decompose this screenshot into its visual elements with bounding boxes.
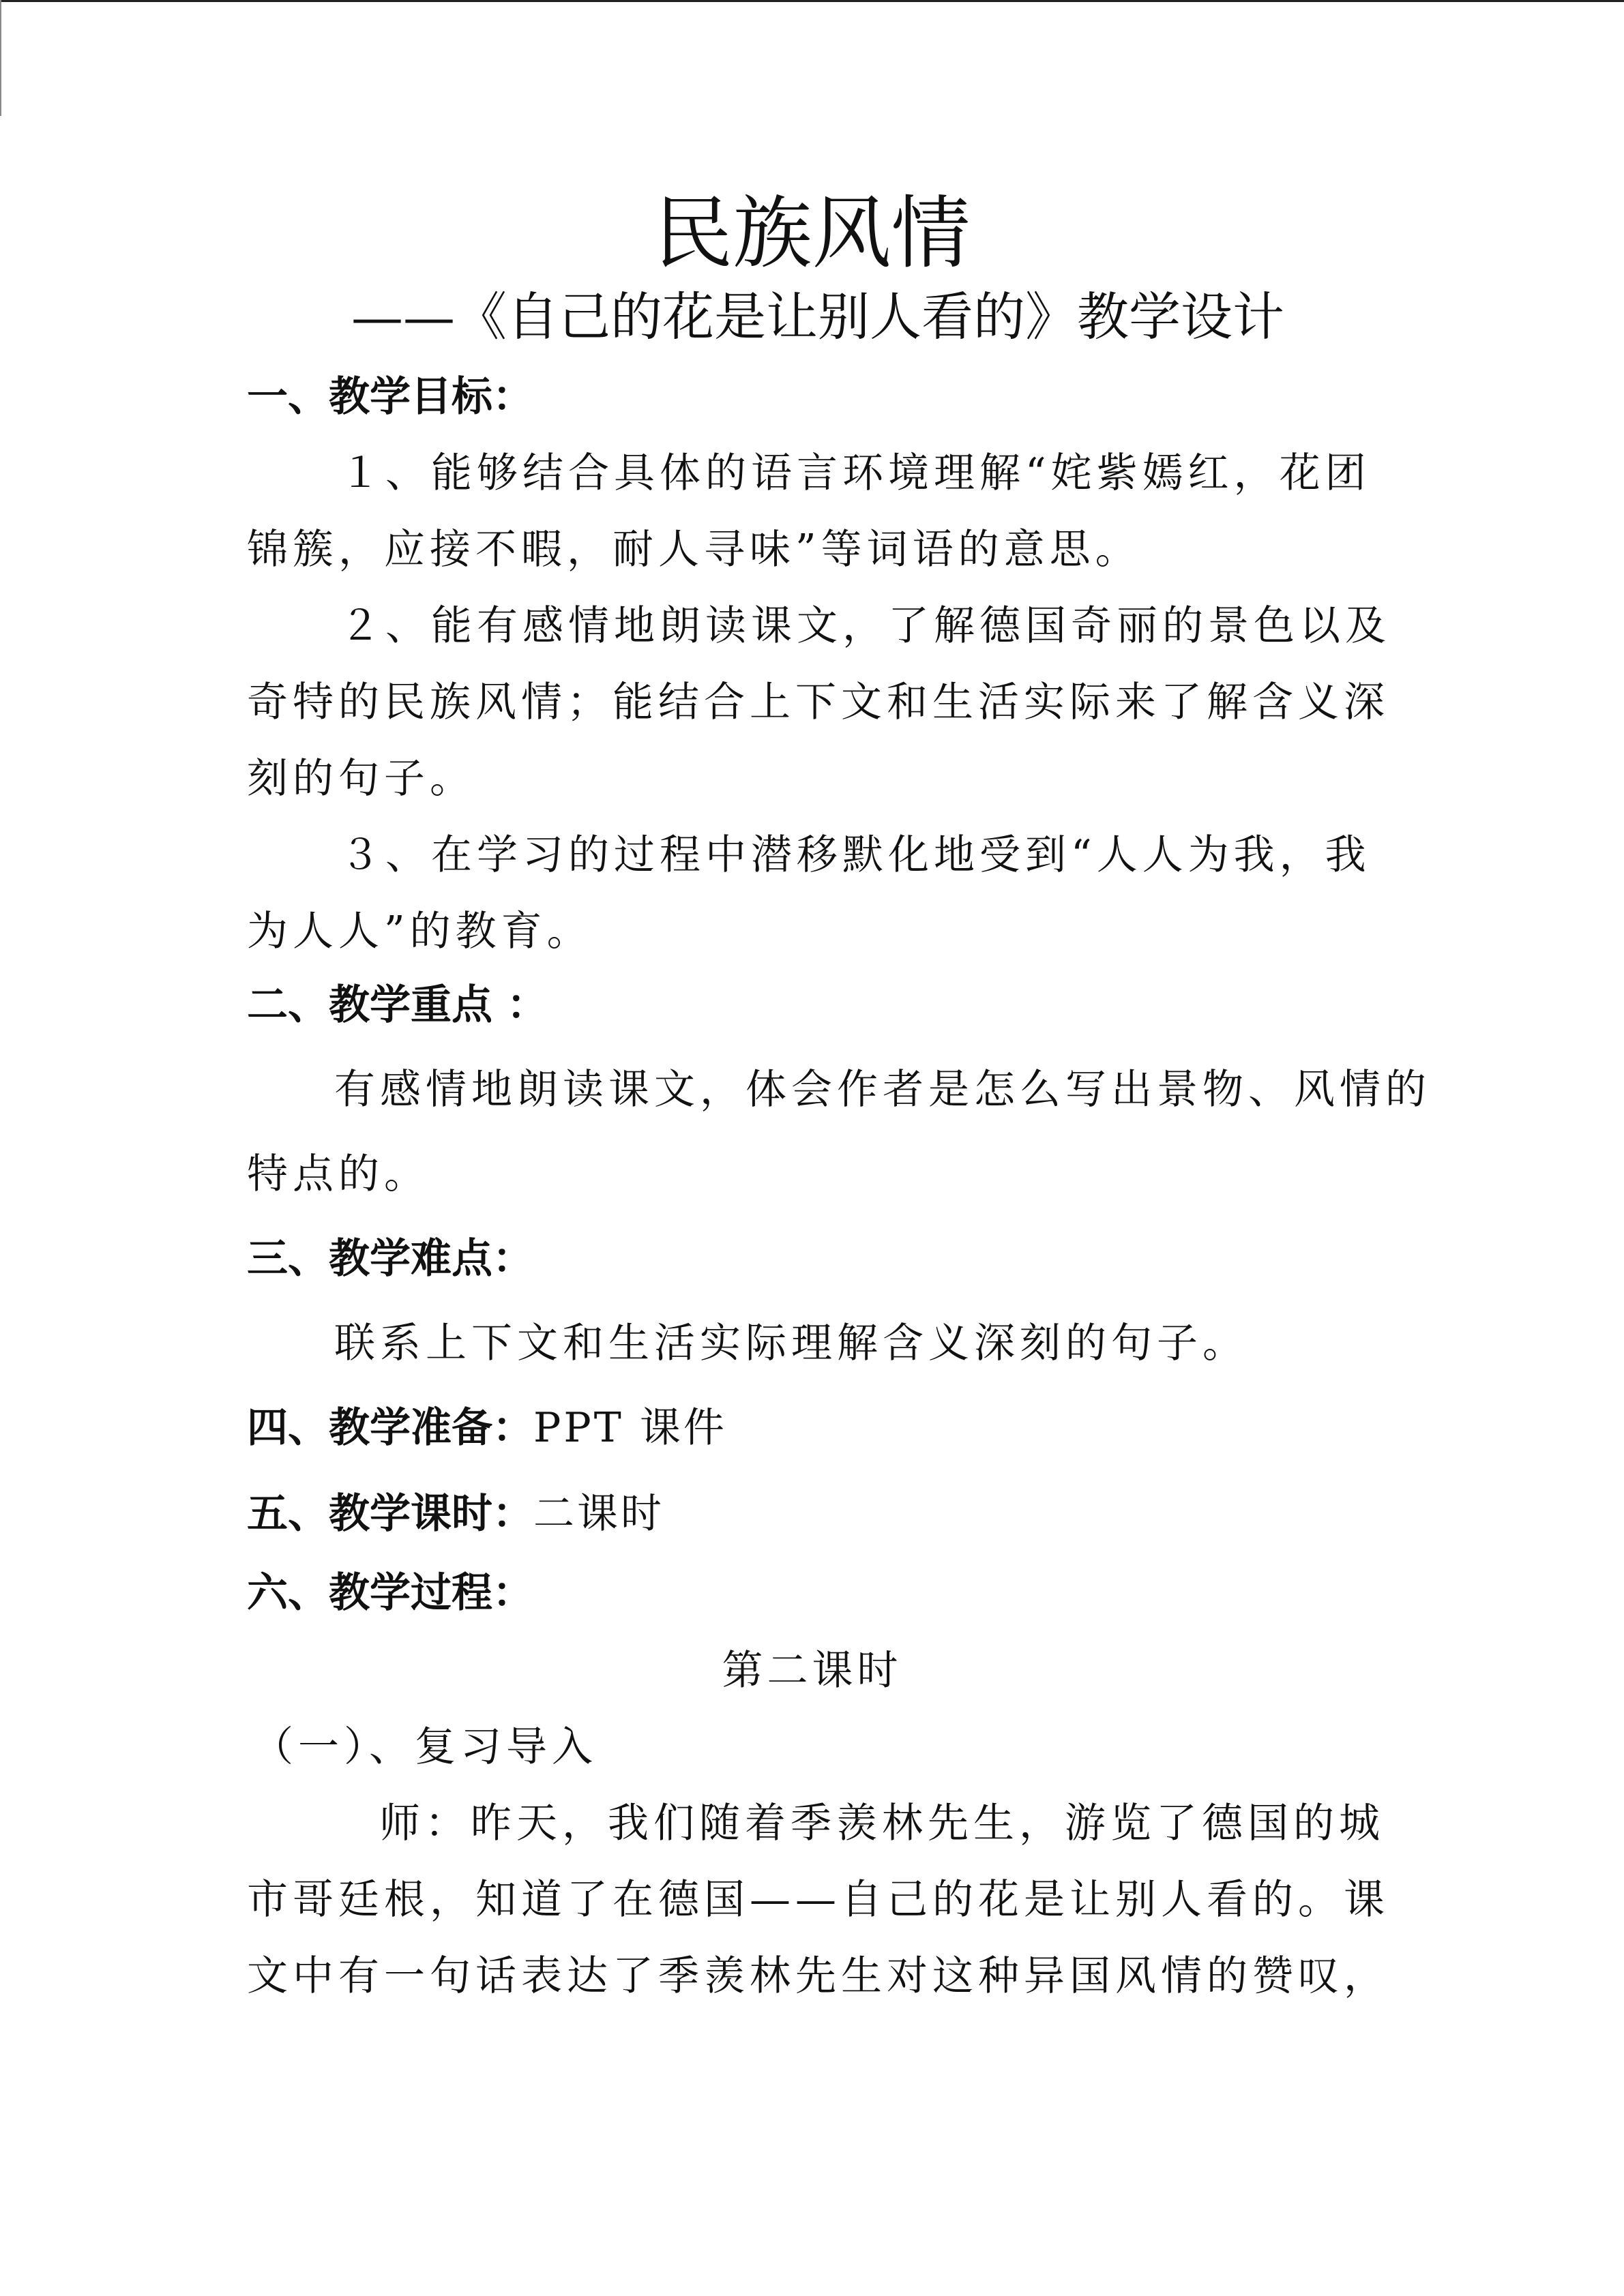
objective-line: 奇特的民族风情；能结合上下文和生活实际来了解含义深 bbox=[247, 679, 1389, 726]
process-line: 市哥廷根，知道了在德国——自己的花是让别人看的。课 bbox=[247, 1876, 1389, 1924]
objective-line: ３、在学习的过程中潜移默化地受到“人人为我，我 bbox=[340, 831, 1371, 879]
page-top-border bbox=[0, 0, 1624, 2]
objective-line: １、能够结合具体的语言环境理解“姹紫嫣红，花团 bbox=[340, 449, 1371, 497]
preparation-value: PPT 课件 bbox=[533, 1404, 727, 1452]
key-point-line: 有感情地朗读课文，体会作者是怎么写出景物、风情的 bbox=[334, 1066, 1431, 1114]
document-title: 民族风情 bbox=[653, 188, 971, 280]
section-heading-key-point: 二、教学重点 ： bbox=[247, 981, 548, 1029]
period-label: 第二课时 bbox=[722, 1647, 902, 1695]
document-subtitle: ——《自己的花是让别人看的》教学设计 bbox=[351, 286, 1284, 347]
objective-line: ２、能有感情地朗读课文，了解德国奇丽的景色以及 bbox=[340, 602, 1391, 650]
page-left-border bbox=[0, 0, 1, 116]
section-heading-preparation bbox=[247, 1402, 727, 1454]
key-point-line: 特点的。 bbox=[247, 1150, 430, 1198]
periods-label: 五、教学课时： bbox=[247, 1490, 533, 1538]
section-heading-periods bbox=[247, 1488, 664, 1540]
section-heading-process: 六、教学过程： bbox=[247, 1569, 533, 1617]
objective-line: 刻的句子。 bbox=[247, 755, 475, 803]
periods-value: 二课时 bbox=[533, 1490, 664, 1538]
objective-line: 锦簇，应接不暇，耐人寻味”等词语的意思。 bbox=[247, 526, 1141, 573]
process-line: 师：昨天，我们随着季羡林先生，游览了德国的城 bbox=[379, 1800, 1385, 1847]
difficulty-line: 联系上下文和生活实际理解含义深刻的句子。 bbox=[334, 1320, 1248, 1367]
step-label: （一）、复习导入 bbox=[252, 1723, 597, 1771]
section-heading-difficulty: 三、教学难点： bbox=[247, 1235, 533, 1283]
section-heading-objectives: 一、教学目标： bbox=[247, 373, 533, 421]
preparation-label: 四、教学准备： bbox=[247, 1404, 533, 1452]
objective-line: 为人人”的教育。 bbox=[247, 908, 593, 955]
process-line: 文中有一句话表达了季羡林先生对这种异国风情的赞叹， bbox=[247, 1952, 1389, 2000]
